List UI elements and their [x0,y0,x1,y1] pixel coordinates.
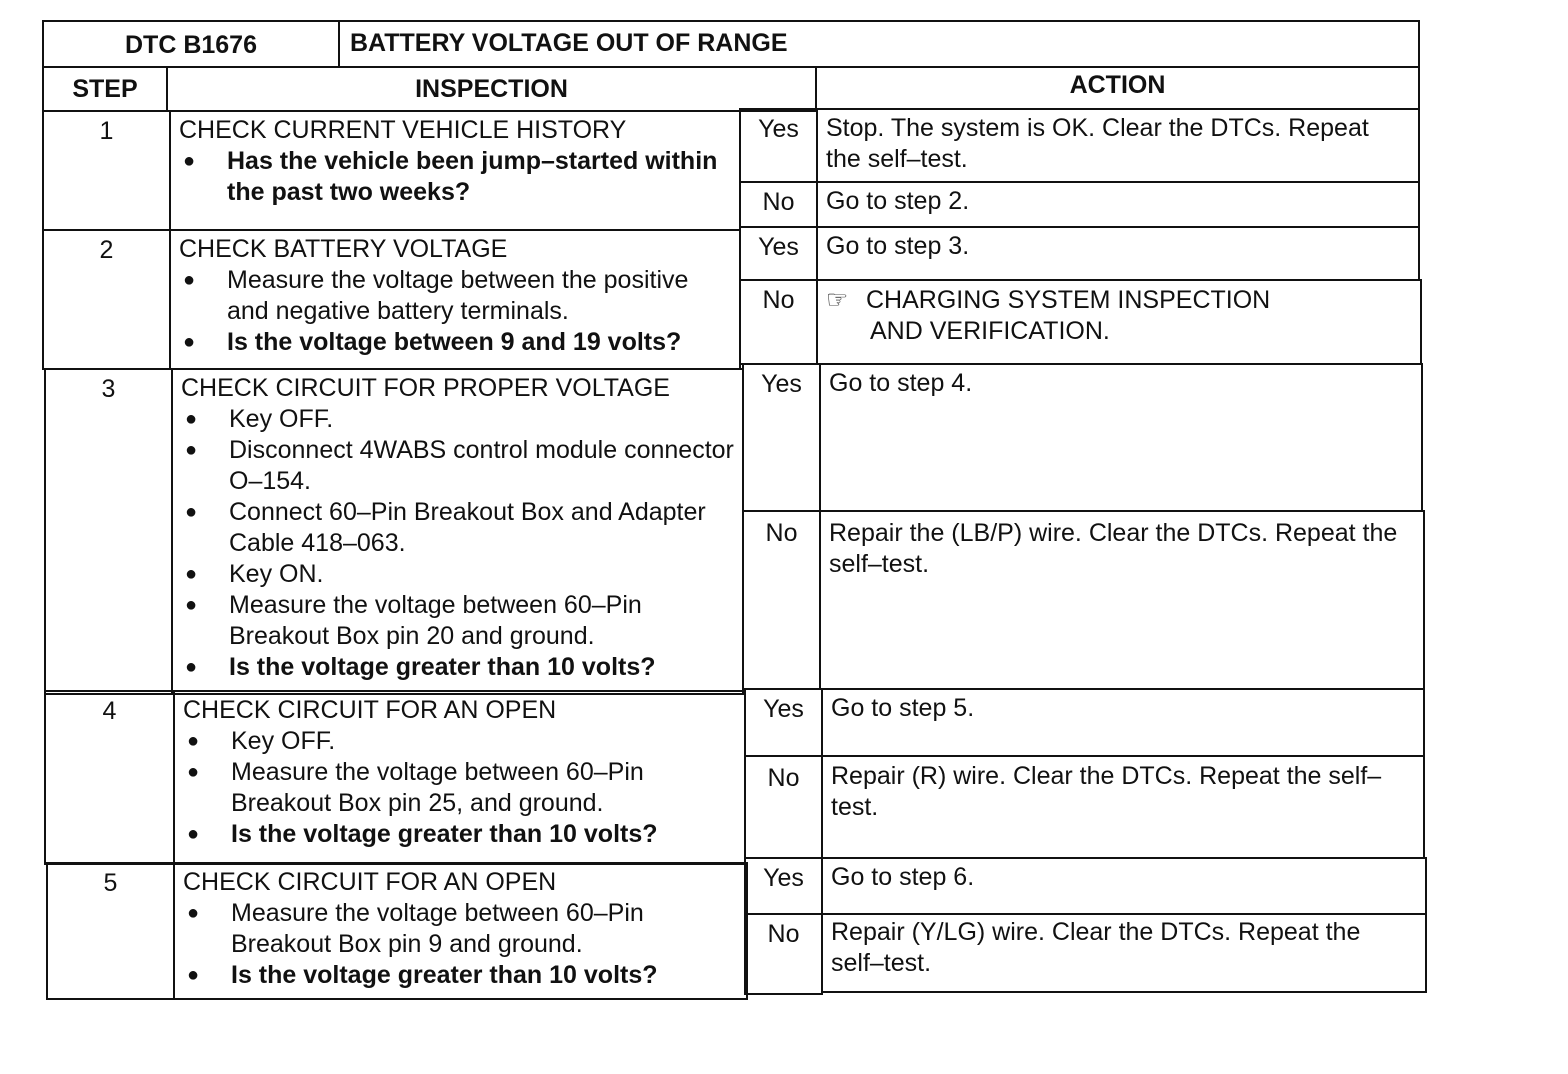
dtc-code-cell [42,20,340,68]
no-action: Repair the (LB/P) wire. Clear the DTCs. Repeat the self–test. [819,510,1425,690]
dtc-title: BATTERY VOLTAGE OUT OF RANGE [350,29,788,57]
inspection-bullet: ● Key ON. [185,560,324,588]
yes-cell: Yes [744,857,823,915]
inspection-cell [173,862,748,1000]
bullet-icon: ● [187,902,200,924]
inspection-cell [173,690,746,865]
no-action: Repair (R) wire. Clear the DTCs. Repeat the self–test. [821,755,1425,859]
inspection-title: CHECK CURRENT VEHICLE HISTORY [179,116,627,144]
step-number: 2 [42,229,171,370]
inspection-bullet: ● Has the vehicle been jump–started within the past two weeks? [183,147,718,206]
yes-action: Go to step 5. [821,688,1425,757]
inspection-bullet: ● Is the voltage greater than 10 volts? [187,820,658,848]
no-cell: No [744,755,823,859]
yes-cell: Yes [739,226,818,281]
no-cell: No [742,510,821,690]
yes-action: Go to step 6. [821,857,1427,915]
step-number: 4 [44,690,175,865]
inspection-cell [169,229,741,370]
inspection-cell [171,368,744,695]
yes-action: Go to step 3. [816,226,1420,281]
bullet-icon: ● [185,408,198,430]
inspection-bullet: ● Disconnect 4WABS control module connector O–154. [185,436,734,495]
inspection-bullet: ● Is the voltage greater than 10 volts? [185,653,656,681]
yes-action: Go to step 4. [819,363,1423,512]
bullet-icon: ● [183,269,196,291]
inspection-bullet: ● Measure the voltage between 60–Pin Breakout Box pin 25, and ground. [187,758,644,817]
yes-cell: Yes [744,688,823,757]
no-cell: No [739,181,818,228]
bullet-icon: ● [187,964,200,986]
inspection-title: CHECK CIRCUIT FOR AN OPEN [183,696,557,724]
bullet-icon: ● [185,501,198,523]
bullet-icon: ● [187,761,200,783]
bullet-icon: ● [185,563,198,585]
bullet-icon: ● [183,331,196,353]
step-number: 3 [44,368,173,695]
dtc-code: DTC B1676 [125,31,257,59]
inspection-title: CHECK CIRCUIT FOR AN OPEN [183,868,557,896]
inspection-bullet: ● Measure the voltage between 60–Pin Breakout Box pin 20 and ground. [185,591,642,650]
inspection-cell [169,110,741,231]
step-column-header: STEP [42,66,168,112]
inspection-bullet: ● Is the voltage greater than 10 volts? [187,961,658,989]
step-number: 5 [46,862,175,1000]
yes-cell: Yes [742,363,821,512]
yes-cell: Yes [739,108,818,183]
no-cell: No [739,279,818,365]
inspection-column-header: INSPECTION [166,66,817,112]
dtc-title-cell [338,20,1420,68]
yes-action: Stop. The system is OK. Clear the DTCs. Repeat the self–test. [816,108,1420,183]
step-number: 1 [42,110,171,231]
bullet-icon: ● [185,656,198,678]
no-cell: No [744,913,823,995]
inspection-title: CHECK CIRCUIT FOR PROPER VOLTAGE [181,374,670,402]
pointing-hand-icon: ☞ [826,286,849,314]
inspection-bullet: ● Connect 60–Pin Breakout Box and Adapter Cable 418–063. [185,498,706,557]
inspection-bullet: ● Key OFF. [187,727,336,755]
bullet-icon: ● [185,594,198,616]
inspection-bullet: ● Is the voltage between 9 and 19 volts? [183,328,682,356]
inspection-title: CHECK BATTERY VOLTAGE [179,235,508,263]
bullet-icon: ● [185,439,198,461]
inspection-bullet: ● Key OFF. [185,405,334,433]
bullet-icon: ● [187,730,200,752]
bullet-icon: ● [187,823,200,845]
inspection-bullet: ● Measure the voltage between 60–Pin Breakout Box pin 9 and ground. [187,899,644,958]
inspection-bullet: ● Measure the voltage between the positive and negative battery terminals. [183,266,689,325]
action-column-header: ACTION [815,66,1420,110]
no-action: Go to step 2. [816,181,1420,228]
bullet-icon: ● [183,150,196,172]
no-action: Repair (Y/LG) wire. Clear the DTCs. Repeat the self–test. [821,913,1427,993]
no-action: ☞ CHARGING SYSTEM INSPECTION AND VERIFICATION. [816,279,1422,365]
